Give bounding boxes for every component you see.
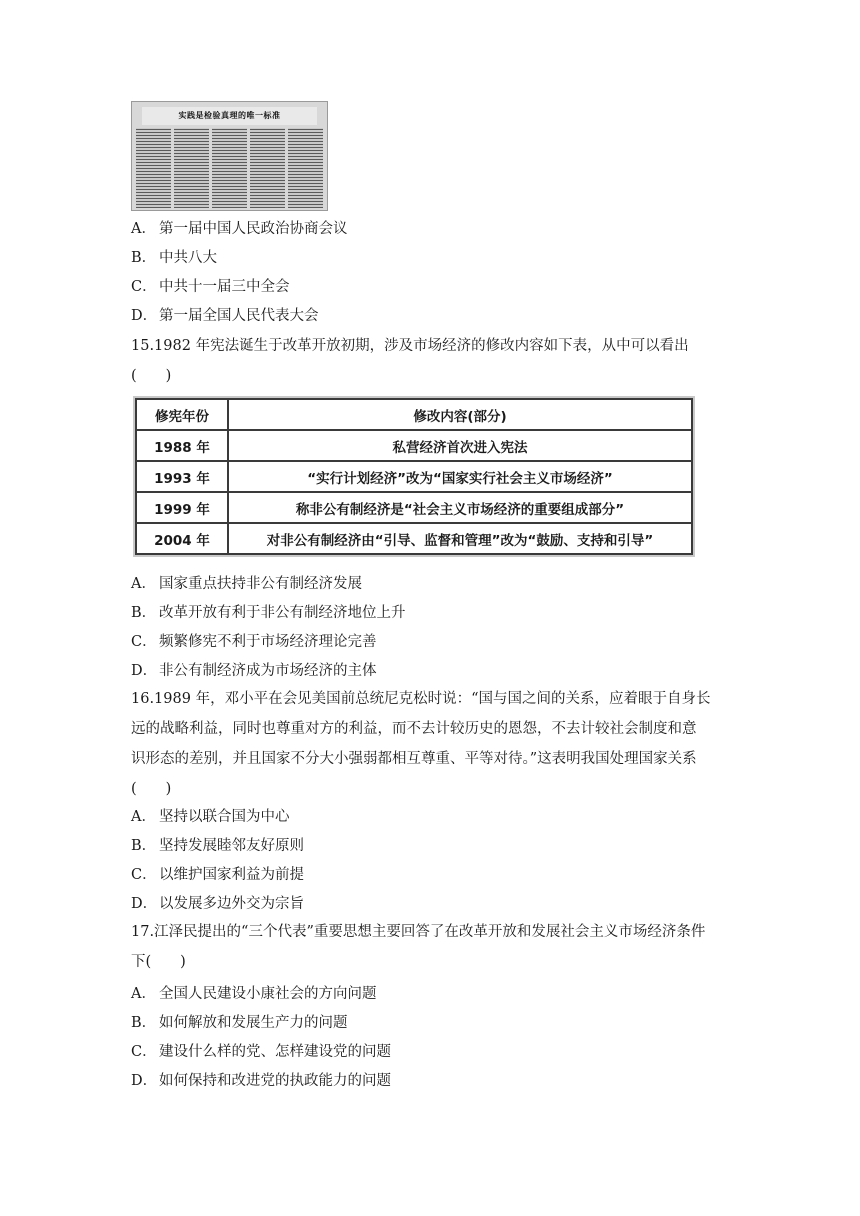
q16-stem-line-3: 识形态的差别，并且国家不分大小强弱都相互尊重、平等对待。”这表明我国处理国家关系	[131, 751, 697, 767]
q15-constitution-table	[135, 398, 693, 555]
q17-option-a: A． 全国人民建设小康社会的方向问题	[131, 986, 377, 1002]
newspaper-clipping-image	[131, 101, 328, 211]
q16-option-d: D． 以发展多边外交为宗旨	[131, 896, 304, 912]
q14-option-c: C． 中共十一届三中全会	[131, 279, 290, 295]
q14-option-d: D． 第一届全国人民代表大会	[131, 308, 319, 324]
newspaper-text-columns	[136, 128, 323, 208]
q17-option-b: B． 如何解放和发展生产力的问题	[131, 1015, 348, 1031]
q15-option-c: C． 频繁修宪不利于市场经济理论完善	[131, 634, 377, 650]
table-cell-year: 1993 年	[136, 461, 228, 492]
table-cell-content: 称非公有制经济是“社会主义市场经济的重要组成部分”	[228, 492, 692, 523]
q16-stem-line-1: 16.1989 年，邓小平在会见美国前总统尼克松时说：“国与国之间的关系，应着眼于自身长	[131, 691, 711, 707]
q15-stem-line-2: ( )	[131, 368, 172, 384]
q17-stem-line-2: 下( )	[131, 954, 186, 970]
table-row	[136, 430, 692, 461]
table-cell-content: 对非公有制经济由“引导、监督和管理”改为“鼓励、支持和引导”	[228, 523, 692, 554]
q17-option-d: D． 如何保持和改进党的执政能力的问题	[131, 1073, 391, 1089]
table-cell-year: 2004 年	[136, 523, 228, 554]
q15-option-b: B． 改革开放有利于非公有制经济地位上升	[131, 605, 406, 621]
q16-option-c: C． 以维护国家利益为前提	[131, 867, 304, 883]
q16-option-a: A． 坚持以联合国为中心	[131, 809, 290, 825]
q15-option-d: D． 非公有制经济成为市场经济的主体	[131, 663, 377, 679]
table-row	[136, 492, 692, 523]
table-cell-year: 1988 年	[136, 430, 228, 461]
table-cell-year: 1999 年	[136, 492, 228, 523]
table-cell-content: “实行计划经济”改为“国家实行社会主义市场经济”	[228, 461, 692, 492]
q14-option-b: B． 中共八大	[131, 250, 217, 266]
table-row	[136, 523, 692, 554]
table-header-year: 修宪年份	[136, 399, 228, 430]
q15-stem-line-1: 15.1982 年宪法诞生于改革开放初期，涉及市场经济的修改内容如下表，从中可以看出	[131, 338, 689, 354]
q16-option-b: B． 坚持发展睦邻友好原则	[131, 838, 304, 854]
table-row	[136, 461, 692, 492]
q16-stem-line-4: ( )	[131, 781, 172, 797]
q14-option-a: A． 第一届中国人民政治协商会议	[131, 221, 348, 237]
table-header-row	[136, 399, 692, 430]
q16-stem-line-2: 远的战略利益，同时也尊重对方的利益，而不去计较历史的恩怨，不去计较社会制度和意	[131, 721, 697, 737]
q15-option-a: A． 国家重点扶持非公有制经济发展	[131, 576, 362, 592]
q17-stem-line-1: 17.江泽民提出的“三个代表”重要思想主要回答了在改革开放和发展社会主义市场经济条件	[131, 924, 706, 940]
table-header-content: 修改内容(部分)	[228, 399, 692, 430]
q17-option-c: C． 建设什么样的党、怎样建设党的问题	[131, 1044, 391, 1060]
newspaper-headline: 实践是检验真理的唯一标准	[142, 107, 317, 125]
table-cell-content: 私营经济首次进入宪法	[228, 430, 692, 461]
